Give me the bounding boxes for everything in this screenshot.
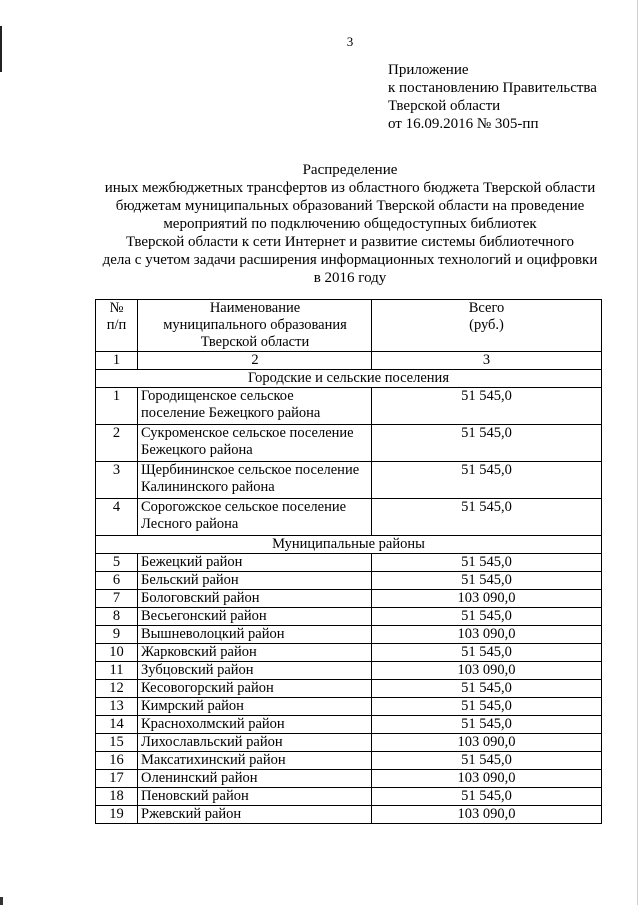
appendix-line: Приложение — [388, 62, 469, 78]
row-name: Зубцовский район — [138, 662, 372, 680]
table-row — [96, 716, 602, 734]
row-name: Максатихинский район — [138, 752, 372, 770]
table-row — [96, 788, 602, 806]
row-number: 13 — [96, 698, 138, 716]
row-name: Пеновский район — [138, 788, 372, 806]
table-row — [96, 388, 602, 425]
scan-corner-mark — [0, 897, 3, 905]
distribution-table — [95, 299, 602, 824]
title-line: дела с учетом задачи расширения информационных технологий и оцифровки — [102, 252, 598, 268]
table-row — [96, 626, 602, 644]
appendix-line: к постановлению Правительства — [388, 80, 597, 96]
column-number: 2 — [138, 352, 372, 370]
cell-line: поселение Бежецкого района — [141, 405, 321, 421]
row-number: 19 — [96, 806, 138, 824]
row-number: 1 — [96, 388, 138, 425]
table-row — [96, 499, 602, 536]
row-name: Кимрский район — [138, 698, 372, 716]
appendix-line: от 16.09.2016 № 305-пп — [388, 116, 539, 132]
cell-line: Сорогожское сельское поселение — [141, 499, 347, 515]
section-title: Муниципальные районы — [96, 536, 602, 554]
table-row — [96, 734, 602, 752]
row-name: Жарковский район — [138, 644, 372, 662]
row-total: 103 090,0 — [372, 806, 602, 824]
row-total: 103 090,0 — [372, 662, 602, 680]
cell-line: Лесного района — [141, 516, 239, 532]
row-name: Бельский район — [138, 572, 372, 590]
row-name — [138, 499, 372, 536]
row-total: 51 545,0 — [372, 388, 602, 425]
row-number: 7 — [96, 590, 138, 608]
title-line: Распределение — [302, 162, 398, 178]
table-row — [96, 554, 602, 572]
title-line: бюджетам муниципальных образований Тверской области на проведение — [115, 198, 585, 214]
row-number: 8 — [96, 608, 138, 626]
row-number: 4 — [96, 499, 138, 536]
row-number: 2 — [96, 425, 138, 462]
title-line: Тверской области к сети Интернет и развитие системы библиотечного — [125, 234, 575, 250]
section-header-row — [96, 370, 602, 388]
row-name: Вышневолоцкий район — [138, 626, 372, 644]
row-total: 51 545,0 — [372, 680, 602, 698]
row-total: 51 545,0 — [372, 644, 602, 662]
column-number: 3 — [372, 352, 602, 370]
table-row — [96, 806, 602, 824]
column-number: 1 — [96, 352, 138, 370]
row-name: Кесовогорский район — [138, 680, 372, 698]
row-total: 51 545,0 — [372, 752, 602, 770]
row-total: 51 545,0 — [372, 462, 602, 499]
row-total: 103 090,0 — [372, 770, 602, 788]
table-row — [96, 680, 602, 698]
row-number: 10 — [96, 644, 138, 662]
table-row — [96, 425, 602, 462]
table-row — [96, 662, 602, 680]
row-number: 9 — [96, 626, 138, 644]
row-total: 51 545,0 — [372, 608, 602, 626]
page-number: 3 — [346, 34, 354, 49]
header-name: Наименование муниципального образования Тверской области — [138, 300, 372, 352]
table-row — [96, 698, 602, 716]
row-number: 14 — [96, 716, 138, 734]
appendix-block — [388, 61, 597, 133]
row-name: Бежецкий район — [138, 554, 372, 572]
row-name — [138, 462, 372, 499]
row-number: 15 — [96, 734, 138, 752]
row-number: 18 — [96, 788, 138, 806]
appendix-line: Тверской области — [388, 98, 501, 114]
row-total: 51 545,0 — [372, 716, 602, 734]
cell-line: Калининского района — [141, 479, 275, 495]
row-number: 17 — [96, 770, 138, 788]
row-name: Лихославльский район — [138, 734, 372, 752]
row-name: Ржевский район — [138, 806, 372, 824]
row-number: 5 — [96, 554, 138, 572]
row-total: 51 545,0 — [372, 572, 602, 590]
cell-line: Бежецкого района — [141, 442, 253, 458]
title-line: мероприятий по подключению общедоступных библиотек — [163, 216, 537, 232]
row-number: 6 — [96, 572, 138, 590]
header-num: № п/п — [96, 300, 138, 352]
table-header-row — [96, 300, 602, 352]
row-total: 51 545,0 — [372, 554, 602, 572]
row-name: Оленинский район — [138, 770, 372, 788]
section-header-row — [96, 536, 602, 554]
row-total: 103 090,0 — [372, 626, 602, 644]
row-total: 51 545,0 — [372, 425, 602, 462]
row-number: 16 — [96, 752, 138, 770]
row-name — [138, 388, 372, 425]
table-row — [96, 644, 602, 662]
title-line: иных межбюджетных трансфертов из областного бюджета Тверской области — [104, 180, 596, 196]
title-line: в 2016 году — [313, 270, 387, 286]
section-title: Городские и сельские поселения — [96, 370, 602, 388]
table-row — [96, 770, 602, 788]
row-name: Краснохолмский район — [138, 716, 372, 734]
cell-line: Сукроменское сельское поселение — [141, 425, 354, 441]
cell-line: Щербининское сельское поселение — [141, 462, 360, 478]
document-title — [0, 161, 640, 287]
table-row — [96, 608, 602, 626]
row-name: Бологовский район — [138, 590, 372, 608]
row-total: 51 545,0 — [372, 698, 602, 716]
row-name — [138, 425, 372, 462]
cell-line: Городищенское сельское — [141, 388, 294, 404]
row-total: 103 090,0 — [372, 590, 602, 608]
table-row — [96, 572, 602, 590]
scan-edge-line — [637, 0, 638, 905]
row-name: Весьегонский район — [138, 608, 372, 626]
row-total: 51 545,0 — [372, 788, 602, 806]
column-number-row — [96, 352, 602, 370]
table-row — [96, 462, 602, 499]
row-total: 51 545,0 — [372, 499, 602, 536]
row-number: 3 — [96, 462, 138, 499]
row-number: 11 — [96, 662, 138, 680]
header-total: Всего (руб.) — [372, 300, 602, 352]
row-total: 103 090,0 — [372, 734, 602, 752]
row-number: 12 — [96, 680, 138, 698]
table-row — [96, 590, 602, 608]
table-row — [96, 752, 602, 770]
